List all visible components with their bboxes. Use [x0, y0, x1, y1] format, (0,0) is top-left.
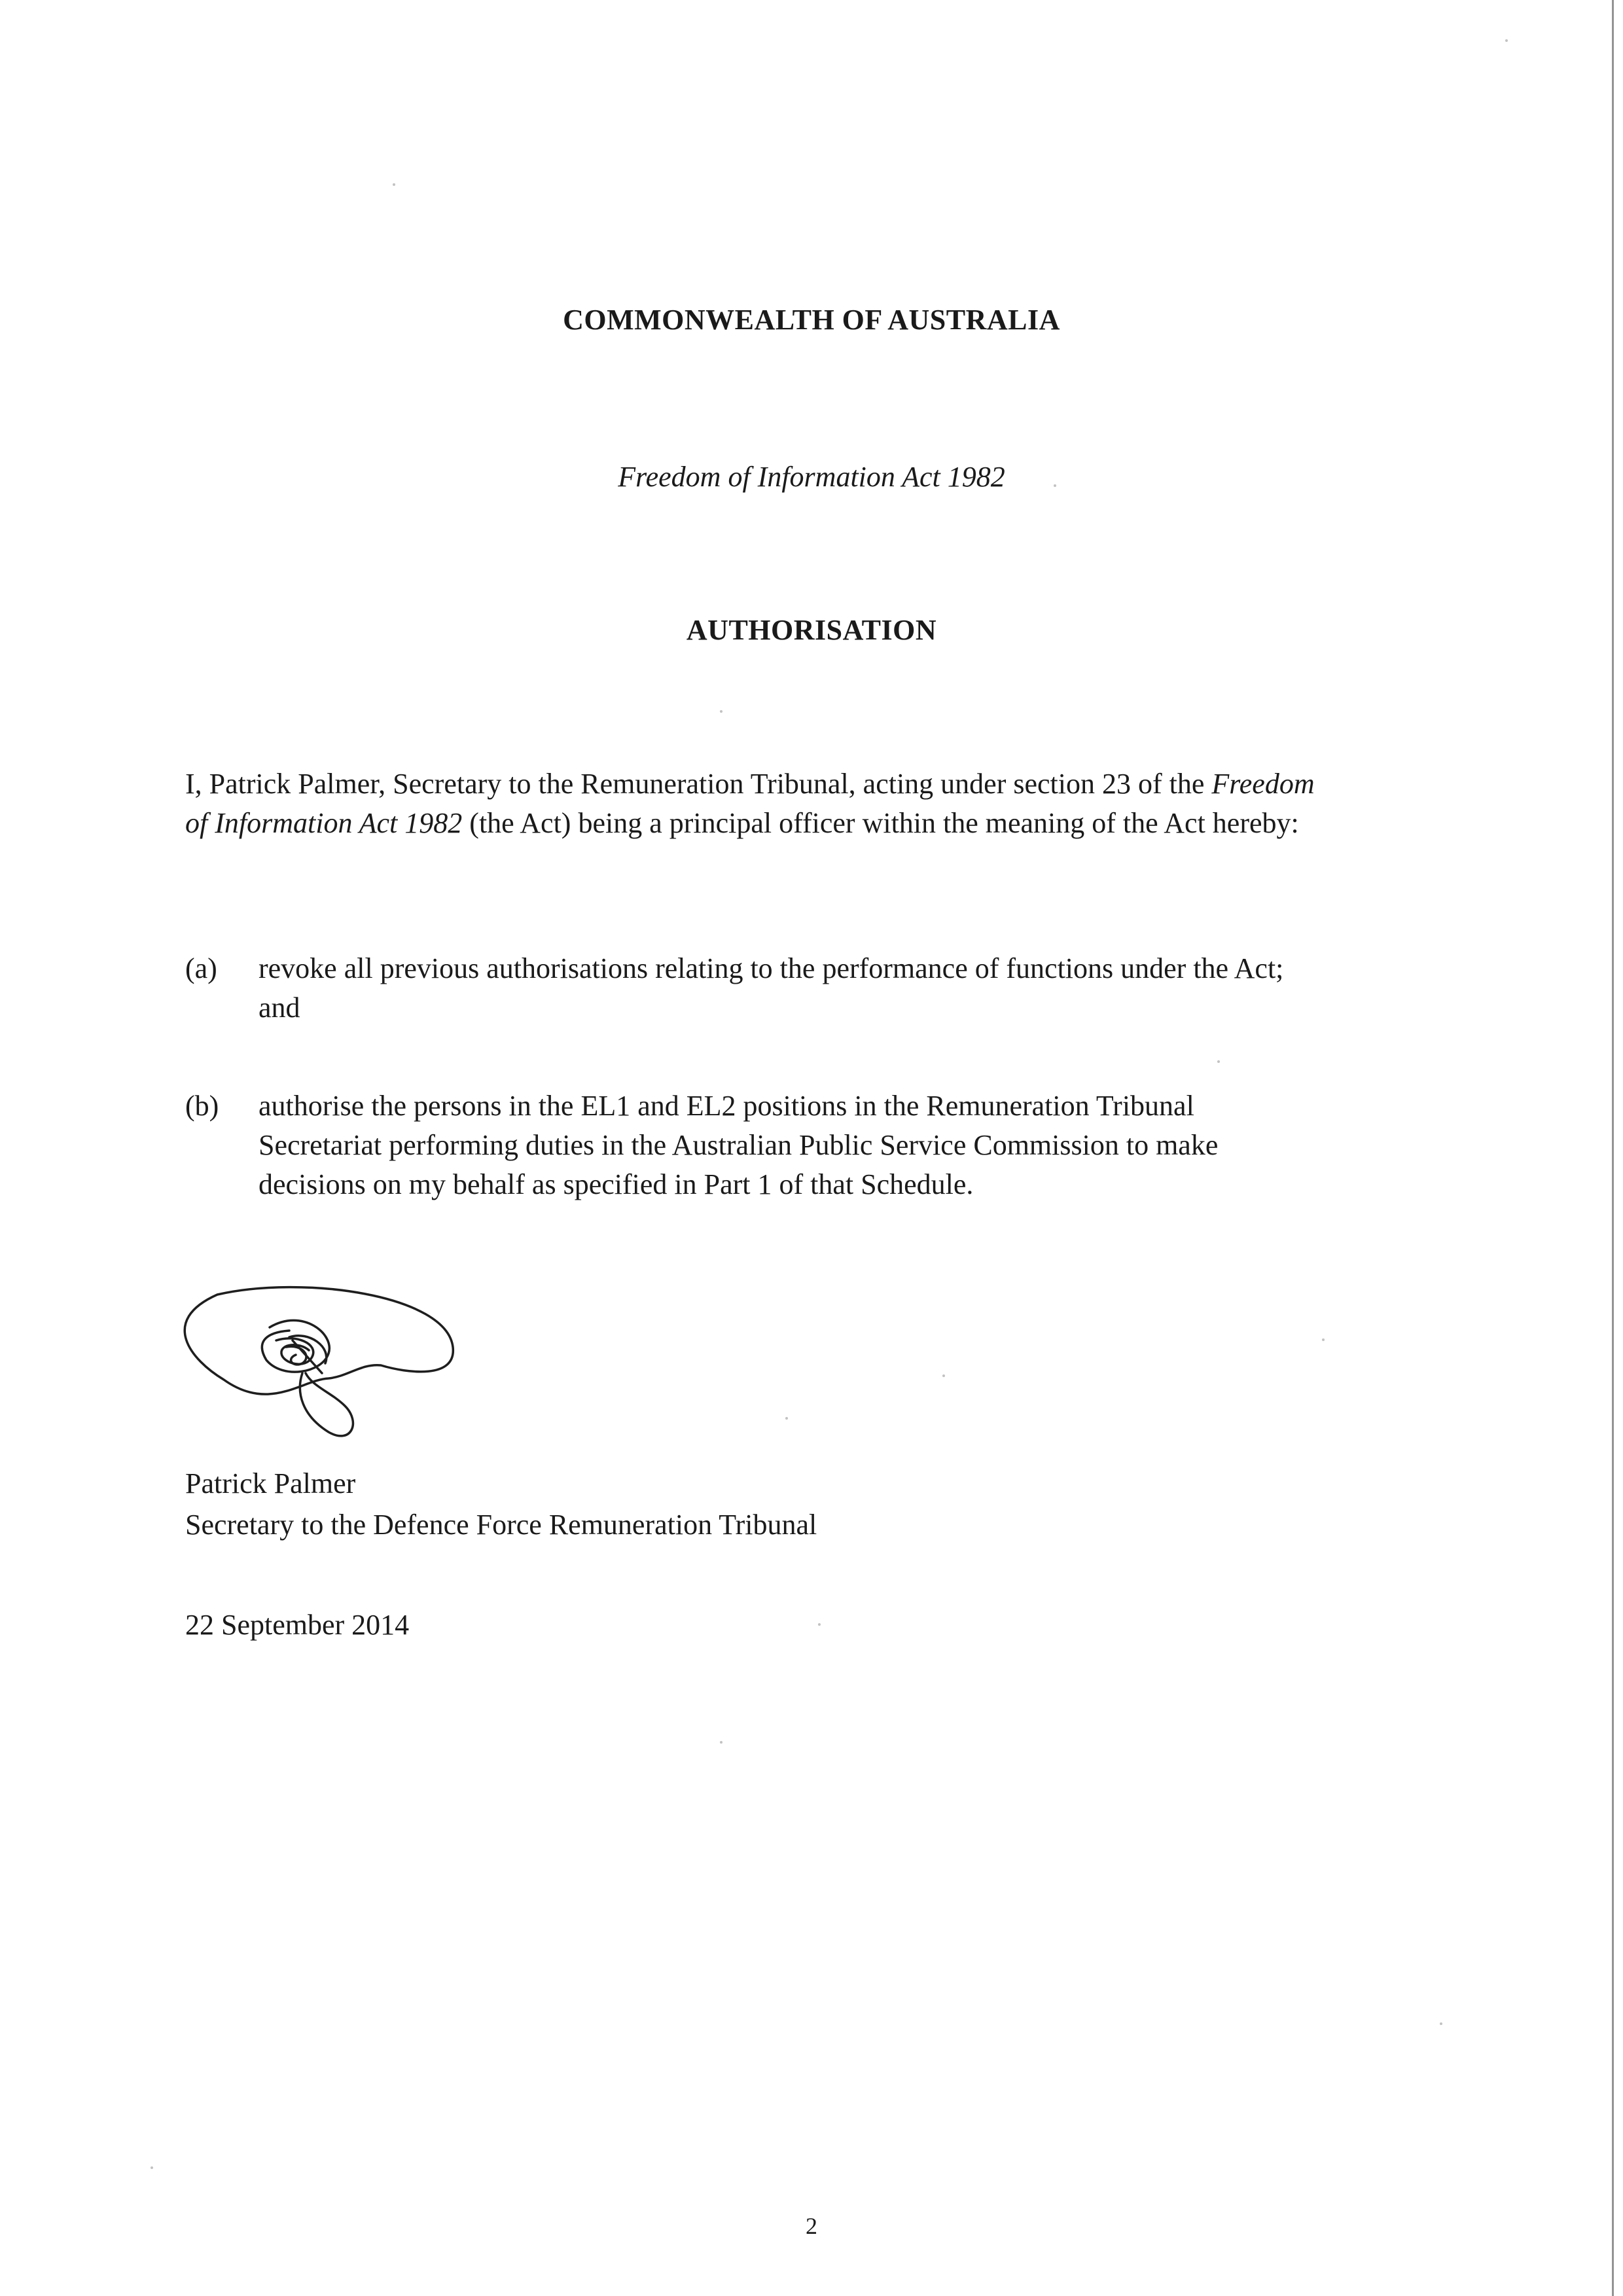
list-item-a	[185, 949, 1324, 1028]
list-item-text: revoke all previous authorisations relating to the performance of functions under the Act; and	[259, 952, 1284, 1024]
list-item-text: authorise the persons in the EL1 and EL2 positions in the Remuneration Tribunal Secretariat performing duties in the Australian Public Service Commission to make decisions on my behalf as specified in Part 1 of that Schedule.	[259, 1090, 1219, 1200]
intro-text-part1: I, Patrick Palmer, Secretary to the Remuneration Tribunal, acting under section 23 of the	[185, 768, 1212, 800]
page-number: 2	[806, 2213, 817, 2239]
act-title: Freedom of Information Act 1982	[618, 461, 1005, 493]
intro-text-part2: (the Act) being a principal officer within the meaning of the Act hereby:	[462, 807, 1299, 839]
section-heading: AUTHORISATION	[686, 614, 937, 646]
intro-paragraph	[185, 764, 1324, 843]
scan-speck	[393, 183, 395, 186]
scan-speck	[785, 1417, 788, 1420]
list-item-marker: (b)	[185, 1090, 219, 1122]
signatory-name: Patrick Palmer	[185, 1467, 356, 1499]
scan-speck	[720, 1741, 722, 1744]
scan-speck	[1322, 1338, 1325, 1341]
intro-act-title: Freedom of Information Act 1982	[185, 768, 1315, 839]
document-heading: COMMONWEALTH OF AUSTRALIA	[563, 304, 1060, 336]
document-date: 22 September 2014	[185, 1609, 410, 1641]
scan-speck	[1440, 2022, 1442, 2025]
scan-speck	[818, 1623, 821, 1626]
scan-page-edge	[1612, 0, 1614, 2296]
scan-speck	[1505, 39, 1508, 42]
list-item-b	[185, 1086, 1324, 1204]
scan-speck	[151, 2166, 153, 2169]
scan-speck	[942, 1374, 945, 1377]
handwritten-signature	[171, 1282, 459, 1458]
scan-speck	[1217, 1060, 1220, 1063]
scan-speck	[720, 710, 722, 713]
list-item-marker: (a)	[185, 952, 217, 984]
signatory-title: Secretary to the Defence Force Remuneration Tribunal	[185, 1509, 817, 1541]
